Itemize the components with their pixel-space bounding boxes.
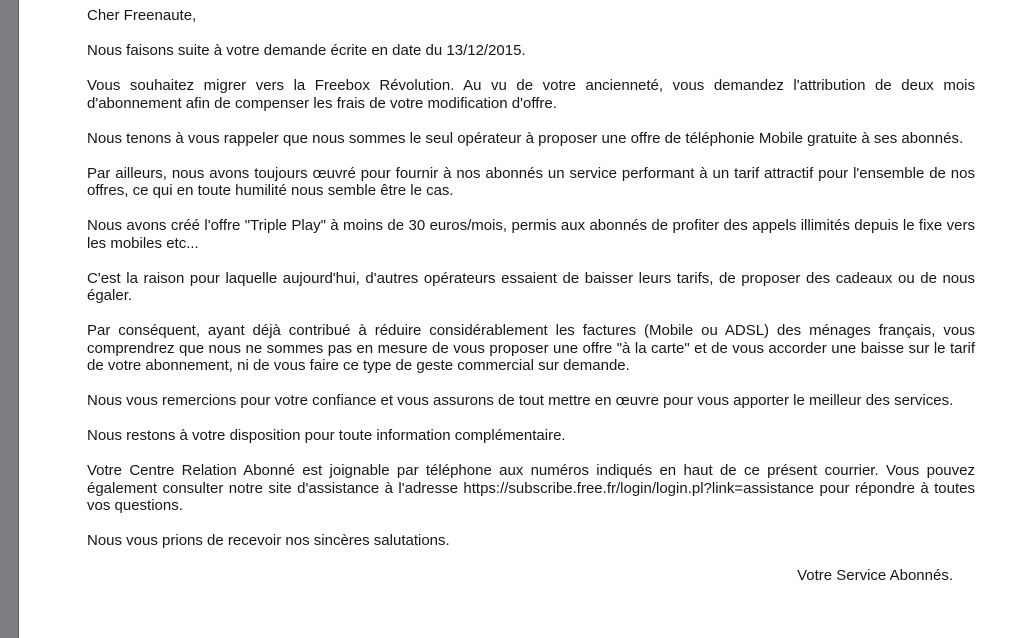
paragraph-request-date: Nous faisons suite à votre demande écrite en date du 13/12/2015. bbox=[87, 42, 526, 59]
paragraph-thanks: Nous vous remercions pour votre confiance et vous assurons de tout mettre en œuvre pour vous apporter le meilleur des services. bbox=[87, 392, 954, 409]
paragraph-migration-request: Vous souhaitez migrer vers la Freebox Révolution. Au vu de votre ancienneté, vous demandez l'attribution de deux mois d'abonnement afin de compenser les frais de votre modification d'offre. bbox=[87, 77, 975, 112]
viewer-left-gutter bbox=[0, 0, 19, 638]
paragraph-mobile-offer: Nous tenons à vous rappeler que nous sommes le seul opérateur à proposer une offre de téléphonie Mobile gratuite à ses abonnés. bbox=[87, 129, 964, 147]
paragraph-closing: Nous vous prions de recevoir nos sincères salutations. bbox=[87, 532, 450, 549]
paragraph-availability: Nous restons à votre disposition pour toute information complémentaire. bbox=[87, 427, 566, 444]
paragraph-triple-play: Nous avons créé l'offre "Triple Play" à moins de 30 euros/mois, permis aux abonnés de profiter des appels illimités depuis le fixe vers les mobiles etc... bbox=[87, 217, 975, 252]
letter-page bbox=[20, 0, 1024, 638]
paragraph-contact-info: Votre Centre Relation Abonné est joignable par téléphone aux numéros indiqués en haut de ce présent courrier. Vous pouvez également consulter notre site d'assistance à l'adresse https://subscribe.free.fr/login/login.pl?link=assistance pour répondre à toutes vos questions. bbox=[87, 462, 975, 514]
paragraph-refusal: Par conséquent, ayant déjà contribué à réduire considérablement les factures (Mobile ou ADSL) des ménages français, vous comprendrez que nous ne sommes pas en mesure de vous proposer une offre "à la carte" et de vous accorder une baisse sur le tarif de votre abonnement, ni de vous faire ce type de geste commercial sur demande. bbox=[87, 322, 975, 374]
letter-body bbox=[87, 7, 975, 585]
paragraph-service-quality: Par ailleurs, nous avons toujours œuvré pour fournir à nos abonnés un service performant à un tarif attractif pour l'ensemble de nos offres, ce qui en toute humilité nous semble être le cas. bbox=[87, 164, 975, 199]
paragraph-competitors: C'est la raison pour laquelle aujourd'hui, d'autres opérateurs essaient de baisser leurs tarifs, de proposer des cadeaux ou de nous égaler. bbox=[87, 269, 975, 304]
signature: Votre Service Abonnés. bbox=[797, 567, 953, 584]
salutation: Cher Freenaute, bbox=[87, 7, 197, 24]
